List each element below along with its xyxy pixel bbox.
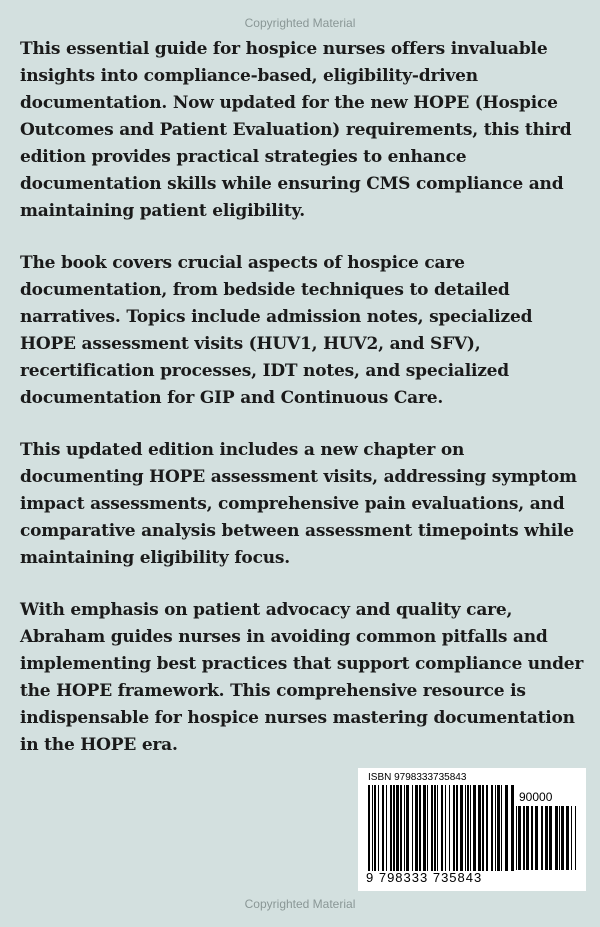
watermark-bottom: Copyrighted Material xyxy=(244,897,356,911)
description-paragraph-1: This essential guide for hospice nurses offers invaluable insights into compliance-based, eligibility-driven documentation. Now updated for the new HOPE (Hospice Outcomes and Patient Evaluation) requirements, this third edition provides practical strategies to enhance documentation skills while ensuring CMS compliance and maintaining patient eligibility. xyxy=(20,39,572,221)
description-paragraph-2: The book covers crucial aspects of hospice care documentation, from bedside techniques to detailed narratives. Topics include admission notes, specialized HOPE assessment visits (HUV1, HUV2, and SFV), recertification processes, IDT notes, and specialized documentation for GIP and Continuous Care. xyxy=(20,253,533,408)
isbn-barcode xyxy=(358,768,586,891)
price-code: 90000 xyxy=(519,790,553,804)
back-cover-description xyxy=(20,36,590,784)
watermark-top: Copyrighted Material xyxy=(244,16,356,30)
barcode-main-bars xyxy=(368,785,514,871)
barcode-digits: 9 798333 735843 xyxy=(366,870,483,885)
isbn-label: ISBN 9798333735843 xyxy=(368,772,467,783)
description-paragraph-4: With emphasis on patient advocacy and quality care, Abraham guides nurses in avoiding common pitfalls and implementing best practices that support compliance under the HOPE framework. This comprehensive resource is indispensable for hospice nurses mastering documentation in the HOPE era. xyxy=(20,600,584,755)
description-paragraph-3: This updated edition includes a new chapter on documenting HOPE assessment visits, addressing symptom impact assessments, comprehensive pain evaluations, and comparative analysis between assessment timepoints while maintaining eligibility focus. xyxy=(20,440,577,568)
barcode-addon-bars xyxy=(516,806,578,870)
